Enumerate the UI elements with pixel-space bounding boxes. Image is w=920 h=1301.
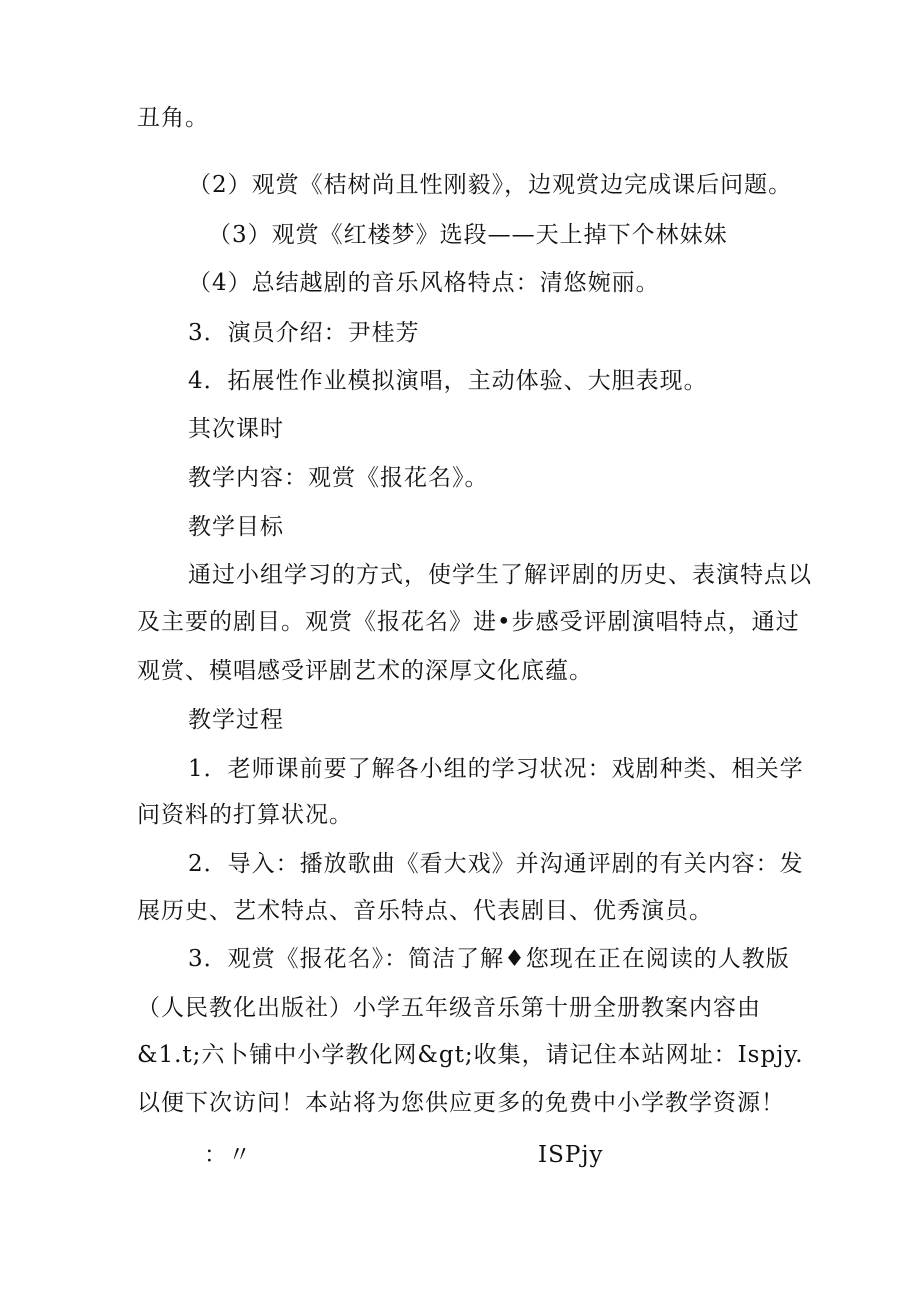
section-heading: 教学目标: [188, 514, 284, 540]
text-line: 3．演员介绍：尹桂芳: [188, 320, 420, 346]
text-line: 问资料的打算状况。: [137, 802, 353, 828]
text-line: 以便下次访问！本站将为您供应更多的免费中小学教学资源！: [137, 1090, 785, 1116]
text-line: 4．拓展性作业模拟演唱，主动体验、大胆表现。: [188, 368, 708, 394]
section-heading: 教学过程: [188, 707, 284, 733]
text-line: 通过小组学习的方式，使学生了解评剧的历史、表演特点以: [188, 562, 812, 588]
text-line: （4）总结越剧的音乐风格特点：清悠婉丽。: [188, 270, 660, 296]
text-line: （2）观赏《桔树尚且性刚毅》，边观赏边完成课后问题。: [188, 172, 793, 198]
text-line: 3．观赏《报花名》：简洁了解♦您现在正在阅读的人教版: [188, 946, 790, 972]
text-line: （3）观赏《红楼梦》选段——天上掉下个林妹妹: [208, 222, 728, 248]
text-line: 1．老师课前要了解各小组的学习状况：戏剧种类、相关学: [188, 756, 804, 782]
text-fragment: ：〃: [204, 1142, 252, 1168]
text-line: 丑角。: [137, 105, 209, 131]
text-line: 及主要的剧目。观赏《报花名》进•步感受评剧演唱特点，通过: [137, 609, 800, 635]
text-line: （人民教化出版社）小学五年级音乐第十册全册教案内容由: [137, 995, 761, 1021]
text-line: 观赏、模唱感受评剧艺术的深厚文化底蕴。: [137, 658, 593, 684]
text-line: 教学内容：观赏《报花名》。: [188, 465, 489, 491]
text-line: 展历史、艺术特点、音乐特点、代表剧目、优秀演员。: [137, 898, 713, 924]
text-fragment: ISPjy: [538, 1142, 604, 1168]
text-line: 2．导入：播放歌曲《看大戏》并沟通评剧的有关内容：发: [188, 851, 804, 877]
section-heading: 其次课时: [188, 416, 284, 442]
text-line: &1.t;六卜铺中小学教化网&gt;收集，请记住本站网址：Ispjy.: [137, 1042, 804, 1068]
